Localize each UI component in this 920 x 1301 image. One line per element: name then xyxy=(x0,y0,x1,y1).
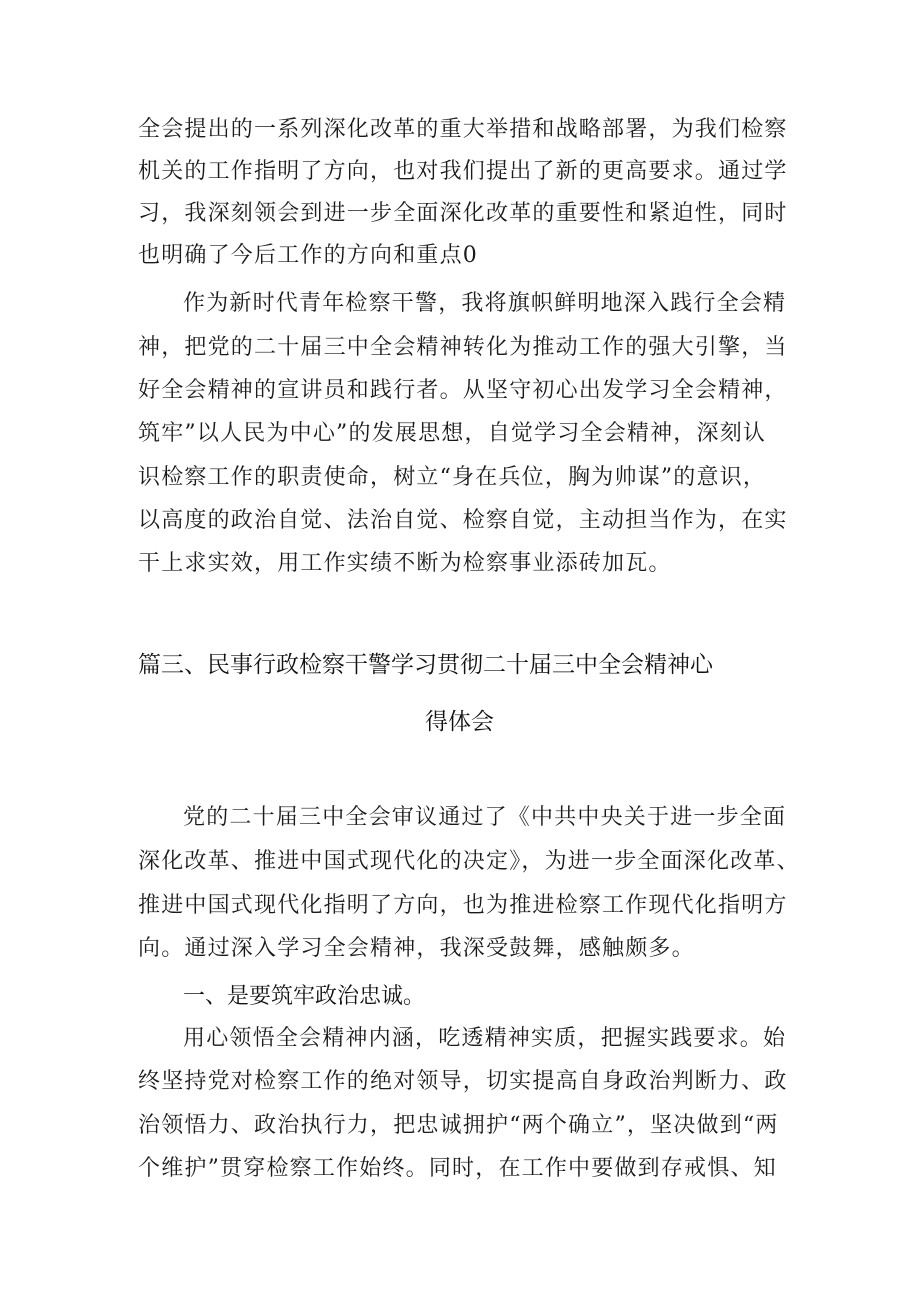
paragraph-line: 党的二十届三中全会审议通过了《中共中央关于进一步全面 xyxy=(183,805,787,830)
paragraph-line: 习，我深刻领会到进一步全面深化改革的重要性和紧迫性，同时 xyxy=(138,201,788,226)
paragraph-line: 干上求实效，用工作实绩不断为检察事业添砖加瓦。 xyxy=(138,551,672,576)
point-one-heading: 一、是要筑牢政治忠诚。 xyxy=(183,984,426,1009)
paragraph-line: 筑牢”以人民为中心”的发展思想，自觉学习全会精神，深刻认 xyxy=(138,421,767,446)
paragraph-line: 向。通过深入学习全会精神，我深受鼓舞，感触颇多。 xyxy=(138,936,695,961)
paragraph-line: 神，把党的二十届三中全会精神转化为推动工作的强大引擎，当 xyxy=(138,335,788,360)
section-title-line1: 篇三、民事行政检察干警学习贯彻二十届三中全会精神心 xyxy=(138,652,713,678)
paragraph-line: 推进中国式现代化指明了方向，也为推进检察工作现代化指明方 xyxy=(138,893,788,918)
paragraph-line: 识检察工作的职责使命，树立“身在兵位，胸为帅谋”的意识， xyxy=(138,465,767,490)
paragraph-line: 机关的工作指明了方向，也对我们提出了新的更高要求。通过学 xyxy=(138,159,788,184)
paragraph-line: 用心领悟全会精神内涵，吃透精神实质，把握实践要求。始 xyxy=(183,1026,787,1051)
paragraph-line: 个维护”贯穿检察工作始终。同时，在工作中要做到存戒惧、知 xyxy=(138,1156,777,1181)
paragraph-line: 以高度的政治自觉、法治自觉、检察自觉，主动担当作为，在实 xyxy=(138,508,788,533)
paragraph-line: 治领悟力、政治执行力，把忠诚拥护“两个确立”，坚决做到“两 xyxy=(138,1113,779,1138)
paragraph-line: 终坚持党对检察工作的绝对领导，切实提高自身政治判断力、政 xyxy=(138,1069,788,1094)
paragraph-line: 深化改革、推进中国式现代化的决定》，为进一步全面深化改革、 xyxy=(138,849,800,874)
paragraph-line: 好全会精神的宣讲员和践行者。从坚守初心出发学习全会精神， xyxy=(138,378,788,403)
paragraph-line: 作为新时代青年检察干警，我将旗帜鲜明地深入践行全会精 xyxy=(183,291,787,316)
section-title-line2: 得体会 xyxy=(425,709,494,735)
paragraph-line: 全会提出的一系列深化改革的重大举措和战略部署，为我们检察 xyxy=(138,117,788,142)
paragraph-line: 也明确了今后工作的方向和重点0 xyxy=(138,243,478,268)
